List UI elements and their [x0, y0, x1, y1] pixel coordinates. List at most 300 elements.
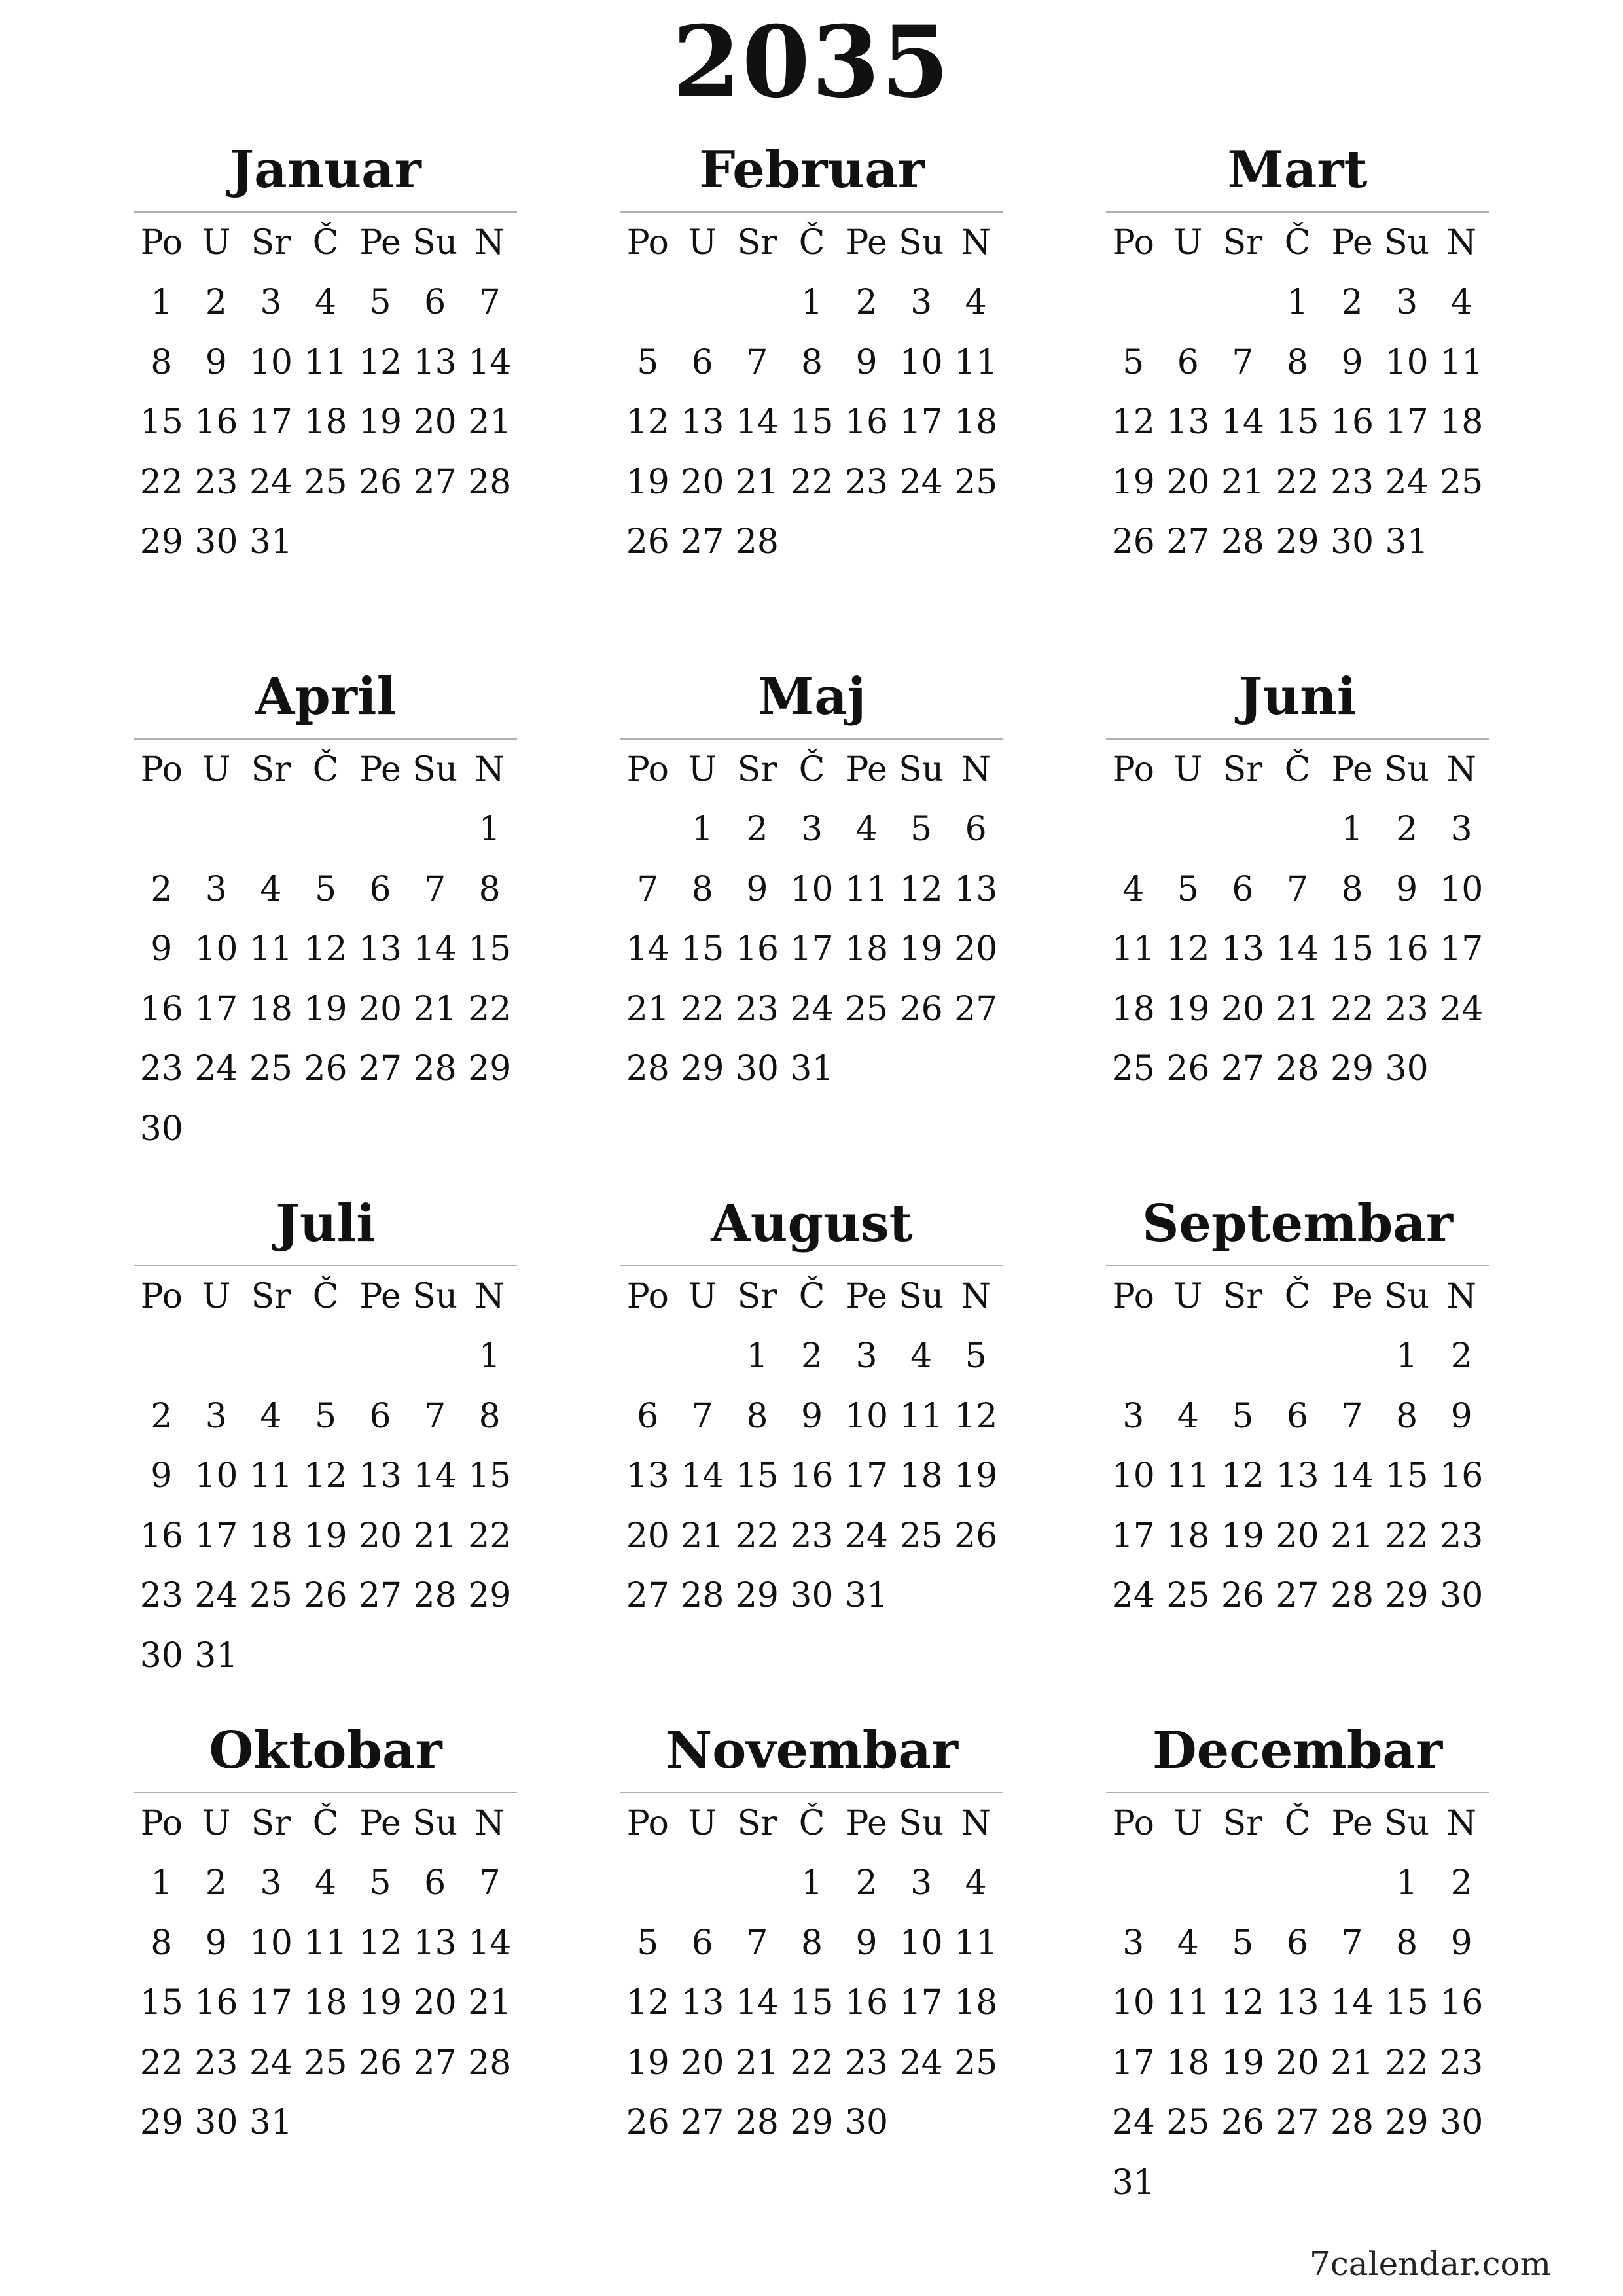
- day-cell: 31: [249, 522, 293, 562]
- day-cell: 13: [1221, 929, 1264, 969]
- day-cell: 19: [358, 403, 402, 442]
- day-cell: 25: [249, 1576, 293, 1616]
- weekday-header: Pe: [846, 1276, 887, 1316]
- weekday-header: Pe: [359, 749, 401, 789]
- day-cell: 16: [1440, 1456, 1484, 1496]
- weekday-header: U: [202, 223, 231, 262]
- day-cell: 26: [1166, 1049, 1210, 1089]
- month-name: Juli: [276, 1194, 376, 1253]
- weekday-header: Sr: [737, 749, 777, 789]
- month-grid: [134, 1793, 517, 2153]
- day-cell: 27: [681, 522, 724, 562]
- weekday-header: N: [961, 1276, 991, 1316]
- weekday-header: Č: [312, 1803, 339, 1843]
- day-cell: 19: [1166, 989, 1210, 1029]
- day-cell: 26: [358, 462, 402, 502]
- day-cell: 1: [478, 810, 501, 850]
- weekday-header: U: [1173, 1276, 1203, 1316]
- day-cell: 7: [746, 1923, 768, 1963]
- day-cell: 1: [746, 1336, 768, 1376]
- day-cell: 20: [1275, 1516, 1319, 1556]
- day-cell: 16: [844, 403, 889, 442]
- day-cell: 13: [626, 1456, 669, 1496]
- day-cell: 20: [358, 1516, 402, 1556]
- day-cell: 24: [1440, 989, 1484, 1029]
- day-cell: 11: [1166, 1456, 1210, 1496]
- day-cell: 22: [139, 462, 183, 502]
- day-cell: 26: [626, 2103, 669, 2143]
- weekday-header: Pe: [1331, 223, 1373, 262]
- empty-cell: [1215, 800, 1270, 860]
- day-cell: 14: [626, 929, 669, 969]
- day-cell: 6: [691, 1923, 713, 1963]
- day-cell: 14: [468, 342, 512, 382]
- weekday-header: Su: [1384, 223, 1430, 262]
- month-septembar: [1106, 1188, 1489, 1626]
- day-cell: 30: [1330, 522, 1374, 562]
- day-cell: 5: [1177, 869, 1199, 909]
- day-cell: 25: [844, 989, 889, 1029]
- day-cell: 29: [468, 1049, 512, 1089]
- day-cell: 26: [1111, 522, 1155, 562]
- day-cell: 6: [369, 1396, 391, 1436]
- day-cell: 10: [844, 1396, 889, 1436]
- day-cell: 9: [205, 342, 227, 382]
- day-cell: 16: [194, 403, 238, 442]
- empty-cell: [1270, 1854, 1325, 1914]
- day-cell: 20: [954, 929, 998, 969]
- weekday-header: Po: [140, 1276, 183, 1316]
- day-cell: 30: [1385, 1049, 1429, 1089]
- day-cell: 28: [1221, 522, 1264, 562]
- empty-cell: [675, 273, 730, 333]
- day-cell: 5: [1232, 1923, 1254, 1963]
- day-cell: 4: [314, 283, 337, 323]
- month-grid: [134, 213, 517, 572]
- day-cell: 23: [1330, 462, 1374, 502]
- day-cell: 8: [746, 1396, 768, 1436]
- month-grid: [1106, 1266, 1489, 1626]
- day-cell: 15: [468, 1456, 512, 1496]
- weekday-header: Po: [626, 1276, 669, 1316]
- month-name: Decembar: [1152, 1721, 1443, 1780]
- weekday-header: U: [202, 1803, 231, 1843]
- day-cell: 5: [1122, 342, 1145, 382]
- day-cell: 3: [1122, 1396, 1145, 1436]
- day-cell: 2: [151, 869, 173, 909]
- weekday-header: Sr: [1222, 749, 1263, 789]
- day-cell: 24: [899, 462, 943, 502]
- day-cell: 4: [965, 1863, 987, 1903]
- day-cell: 3: [260, 283, 282, 323]
- empty-cell: [730, 1854, 785, 1914]
- day-cell: 18: [1440, 403, 1484, 442]
- weekday-header: Su: [412, 223, 458, 262]
- day-cell: 20: [358, 989, 402, 1029]
- day-cell: 5: [314, 1396, 337, 1436]
- month-name: Juni: [1238, 667, 1357, 726]
- month-oktobar: [134, 1715, 517, 2153]
- weekday-header: Sr: [251, 749, 291, 789]
- day-cell: 11: [954, 1923, 998, 1963]
- day-cell: 19: [626, 2043, 669, 2083]
- day-cell: 7: [478, 1863, 501, 1903]
- day-cell: 2: [205, 283, 227, 323]
- day-cell: 2: [205, 1863, 227, 1903]
- day-cell: 10: [1440, 869, 1484, 909]
- day-cell: 16: [194, 1983, 238, 2023]
- day-cell: 14: [735, 1983, 779, 2023]
- weekday-header: Po: [1112, 223, 1154, 262]
- day-cell: 22: [735, 1516, 779, 1556]
- day-cell: 9: [855, 342, 878, 382]
- day-cell: 27: [1166, 522, 1210, 562]
- day-cell: 17: [899, 403, 943, 442]
- day-cell: 30: [139, 1109, 183, 1149]
- day-cell: 24: [1111, 2103, 1155, 2143]
- weekday-header: Sr: [1222, 1803, 1263, 1843]
- day-cell: 17: [844, 1456, 889, 1496]
- day-cell: 31: [790, 1049, 834, 1089]
- day-cell: 29: [1275, 522, 1319, 562]
- day-cell: 13: [681, 403, 724, 442]
- day-cell: 22: [468, 1516, 512, 1556]
- day-cell: 10: [1111, 1456, 1155, 1496]
- day-cell: 27: [1221, 1049, 1264, 1089]
- day-cell: 15: [790, 1983, 834, 2023]
- day-cell: 11: [249, 929, 293, 969]
- day-cell: 22: [790, 2043, 834, 2083]
- month-name: April: [255, 667, 397, 726]
- day-cell: 12: [358, 342, 402, 382]
- day-cell: 7: [424, 1396, 446, 1436]
- day-cell: 28: [735, 522, 779, 562]
- year-title: 2035: [672, 5, 951, 120]
- day-cell: 29: [681, 1049, 724, 1089]
- weekday-header: Pe: [359, 1276, 401, 1316]
- day-cell: 17: [899, 1983, 943, 2023]
- day-cell: 30: [844, 2103, 889, 2143]
- day-cell: 30: [194, 2103, 238, 2143]
- day-cell: 12: [1111, 403, 1155, 442]
- weekday-header: Su: [412, 749, 458, 789]
- day-cell: 1: [1286, 283, 1309, 323]
- weekday-header: Pe: [1331, 1803, 1373, 1843]
- footer-website: 7calendar.com: [1309, 2245, 1551, 2283]
- day-cell: 16: [735, 929, 779, 969]
- day-cell: 18: [304, 1983, 348, 2023]
- month-mart: [1106, 134, 1489, 572]
- day-cell: 25: [1440, 462, 1484, 502]
- month-grid: [1106, 1793, 1489, 2213]
- empty-cell: [1161, 800, 1216, 860]
- day-cell: 27: [1275, 2103, 1319, 2143]
- day-cell: 5: [369, 283, 391, 323]
- day-cell: 14: [735, 403, 779, 442]
- day-cell: 16: [790, 1456, 834, 1496]
- day-cell: 23: [844, 2043, 889, 2083]
- day-cell: 29: [735, 1576, 779, 1616]
- empty-cell: [243, 800, 298, 860]
- month-juli: [134, 1188, 517, 1686]
- day-cell: 29: [468, 1576, 512, 1616]
- weekday-header: Po: [1112, 1276, 1154, 1316]
- day-cell: 20: [681, 2043, 724, 2083]
- weekday-header: Pe: [846, 749, 887, 789]
- weekday-header: Sr: [251, 223, 291, 262]
- month-juni: [1106, 661, 1489, 1099]
- month-name: Novembar: [666, 1721, 958, 1780]
- day-cell: 28: [735, 2103, 779, 2143]
- day-cell: 14: [1221, 403, 1264, 442]
- empty-cell: [1161, 273, 1216, 333]
- empty-cell: [1215, 1327, 1270, 1387]
- weekday-header: Pe: [846, 1803, 887, 1843]
- day-cell: 10: [249, 1923, 293, 1963]
- empty-cell: [1270, 800, 1325, 860]
- day-cell: 22: [468, 989, 512, 1029]
- weekday-header: U: [202, 749, 231, 789]
- day-cell: 27: [413, 462, 457, 502]
- day-cell: 15: [1385, 1983, 1429, 2023]
- weekday-header: U: [688, 1276, 717, 1316]
- day-cell: 30: [1440, 1576, 1484, 1616]
- day-cell: 8: [151, 1923, 173, 1963]
- day-cell: 27: [1275, 1576, 1319, 1616]
- day-cell: 21: [413, 1516, 457, 1556]
- day-cell: 24: [1111, 1576, 1155, 1616]
- day-cell: 22: [1385, 2043, 1429, 2083]
- day-cell: 18: [844, 929, 889, 969]
- day-cell: 18: [249, 989, 293, 1029]
- day-cell: 6: [424, 283, 446, 323]
- month-august: [620, 1188, 1003, 1626]
- day-cell: 10: [899, 1923, 943, 1963]
- day-cell: 6: [369, 869, 391, 909]
- empty-cell: [1215, 273, 1270, 333]
- day-cell: 10: [1385, 342, 1429, 382]
- day-cell: 27: [681, 2103, 724, 2143]
- weekday-header: Pe: [359, 1803, 401, 1843]
- weekday-header: Po: [140, 223, 183, 262]
- day-cell: 21: [626, 989, 669, 1029]
- day-cell: 18: [1166, 2043, 1210, 2083]
- day-cell: 21: [468, 1983, 512, 2023]
- empty-cell: [1325, 1854, 1380, 1914]
- day-cell: 14: [1330, 1983, 1374, 2023]
- weekday-header: Su: [899, 1276, 944, 1316]
- day-cell: 26: [626, 522, 669, 562]
- day-cell: 17: [194, 989, 238, 1029]
- day-cell: 31: [844, 1576, 889, 1616]
- day-cell: 23: [735, 989, 779, 1029]
- day-cell: 24: [249, 2043, 293, 2083]
- day-cell: 13: [954, 869, 998, 909]
- day-cell: 19: [626, 462, 669, 502]
- day-cell: 31: [1385, 522, 1429, 562]
- weekday-header: Po: [1112, 1803, 1154, 1843]
- day-cell: 20: [1221, 989, 1264, 1029]
- day-cell: 10: [249, 342, 293, 382]
- day-cell: 17: [1440, 929, 1484, 969]
- day-cell: 24: [1385, 462, 1429, 502]
- day-cell: 19: [1221, 1516, 1264, 1556]
- day-cell: 9: [1450, 1396, 1472, 1436]
- day-cell: 7: [1286, 869, 1309, 909]
- day-cell: 22: [1275, 462, 1319, 502]
- day-cell: 27: [954, 989, 998, 1029]
- day-cell: 14: [681, 1456, 724, 1496]
- empty-cell: [189, 800, 244, 860]
- day-cell: 23: [139, 1049, 183, 1089]
- day-cell: 13: [358, 929, 402, 969]
- weekday-header: Su: [899, 1803, 944, 1843]
- day-cell: 24: [790, 989, 834, 1029]
- day-cell: 4: [1177, 1396, 1199, 1436]
- day-cell: 22: [681, 989, 724, 1029]
- day-cell: 11: [1166, 1983, 1210, 2023]
- day-cell: 17: [194, 1516, 238, 1556]
- empty-cell: [675, 1327, 730, 1387]
- day-cell: 11: [899, 1396, 943, 1436]
- day-cell: 25: [304, 2043, 348, 2083]
- weekday-header: Č: [1284, 1803, 1311, 1843]
- day-cell: 2: [855, 1863, 878, 1903]
- month-grid: [620, 1266, 1003, 1626]
- day-cell: 27: [358, 1576, 402, 1616]
- day-cell: 17: [1385, 403, 1429, 442]
- day-cell: 9: [151, 929, 173, 969]
- day-cell: 2: [746, 810, 768, 850]
- day-cell: 2: [151, 1396, 173, 1436]
- day-cell: 22: [1385, 1516, 1429, 1556]
- month-name: Februar: [699, 140, 925, 200]
- day-cell: 8: [691, 869, 713, 909]
- weekday-header: N: [1446, 223, 1476, 262]
- weekday-header: Pe: [846, 223, 887, 262]
- month-grid: [620, 1793, 1003, 2153]
- day-cell: 2: [1341, 283, 1363, 323]
- weekday-header: Sr: [251, 1276, 291, 1316]
- day-cell: 25: [954, 2043, 998, 2083]
- month-name: August: [711, 1194, 913, 1253]
- day-cell: 8: [478, 1396, 501, 1436]
- day-cell: 13: [358, 1456, 402, 1496]
- day-cell: 8: [800, 342, 823, 382]
- day-cell: 12: [1221, 1456, 1264, 1496]
- empty-cell: [620, 800, 675, 860]
- day-cell: 20: [413, 403, 457, 442]
- weekday-header: Po: [140, 1803, 183, 1843]
- day-cell: 13: [413, 342, 457, 382]
- day-cell: 20: [1275, 2043, 1319, 2083]
- day-cell: 29: [1330, 1049, 1374, 1089]
- weekday-header: Sr: [1222, 223, 1263, 262]
- month-grid: [620, 213, 1003, 572]
- day-cell: 3: [205, 1396, 227, 1436]
- day-cell: 28: [1330, 1576, 1374, 1616]
- day-cell: 15: [139, 403, 183, 442]
- day-cell: 26: [304, 1576, 348, 1616]
- day-cell: 26: [954, 1516, 998, 1556]
- day-cell: 3: [1396, 283, 1418, 323]
- day-cell: 28: [468, 2043, 512, 2083]
- day-cell: 5: [910, 810, 933, 850]
- day-cell: 26: [899, 989, 943, 1029]
- day-cell: 29: [1385, 2103, 1429, 2143]
- weekday-header: Su: [899, 223, 944, 262]
- day-cell: 1: [1396, 1863, 1418, 1903]
- day-cell: 13: [413, 1923, 457, 1963]
- day-cell: 20: [681, 462, 724, 502]
- day-cell: 1: [151, 1863, 173, 1903]
- weekday-header: Po: [626, 223, 669, 262]
- day-cell: 3: [205, 869, 227, 909]
- day-cell: 25: [1166, 2103, 1210, 2143]
- day-cell: 15: [790, 403, 834, 442]
- month-januar: [134, 134, 517, 572]
- empty-cell: [1161, 1854, 1216, 1914]
- empty-cell: [1270, 1327, 1325, 1387]
- day-cell: 24: [844, 1516, 889, 1556]
- day-cell: 27: [413, 2043, 457, 2083]
- day-cell: 17: [1111, 1516, 1155, 1556]
- weekday-header: N: [961, 223, 991, 262]
- day-cell: 28: [1275, 1049, 1319, 1089]
- weekday-header: N: [474, 223, 505, 262]
- day-cell: 16: [139, 989, 183, 1029]
- empty-cell: [353, 1327, 408, 1387]
- weekday-header: Sr: [737, 1803, 777, 1843]
- weekday-header: Pe: [1331, 749, 1373, 789]
- empty-cell: [620, 1327, 675, 1387]
- weekday-header: Č: [312, 223, 339, 262]
- weekday-header: Po: [626, 749, 669, 789]
- weekday-header: U: [688, 749, 717, 789]
- day-cell: 25: [249, 1049, 293, 1089]
- day-cell: 15: [468, 929, 512, 969]
- empty-cell: [675, 1854, 730, 1914]
- day-cell: 17: [249, 403, 293, 442]
- day-cell: 10: [899, 342, 943, 382]
- weekday-header: Su: [1384, 1276, 1430, 1316]
- day-cell: 6: [965, 810, 987, 850]
- empty-cell: [620, 1854, 675, 1914]
- day-cell: 26: [304, 1049, 348, 1089]
- weekday-header: Sr: [737, 1276, 777, 1316]
- weekday-header: U: [688, 1803, 717, 1843]
- weekday-header: Č: [798, 749, 825, 789]
- weekday-header: Pe: [359, 223, 401, 262]
- day-cell: 13: [681, 1983, 724, 2023]
- day-cell: 27: [358, 1049, 402, 1089]
- day-cell: 30: [139, 1636, 183, 1676]
- day-cell: 19: [304, 989, 348, 1029]
- day-cell: 1: [800, 283, 823, 323]
- day-cell: 4: [260, 1396, 282, 1436]
- day-cell: 12: [954, 1396, 998, 1436]
- day-cell: 17: [249, 1983, 293, 2023]
- month-grid: [134, 740, 517, 1159]
- day-cell: 13: [1275, 1456, 1319, 1496]
- weekday-header: Su: [1384, 749, 1430, 789]
- weekday-header: Sr: [737, 223, 777, 262]
- day-cell: 15: [139, 1983, 183, 2023]
- weekday-header: U: [202, 1276, 231, 1316]
- weekday-header: Č: [798, 1276, 825, 1316]
- day-cell: 25: [304, 462, 348, 502]
- month-grid: [1106, 740, 1489, 1099]
